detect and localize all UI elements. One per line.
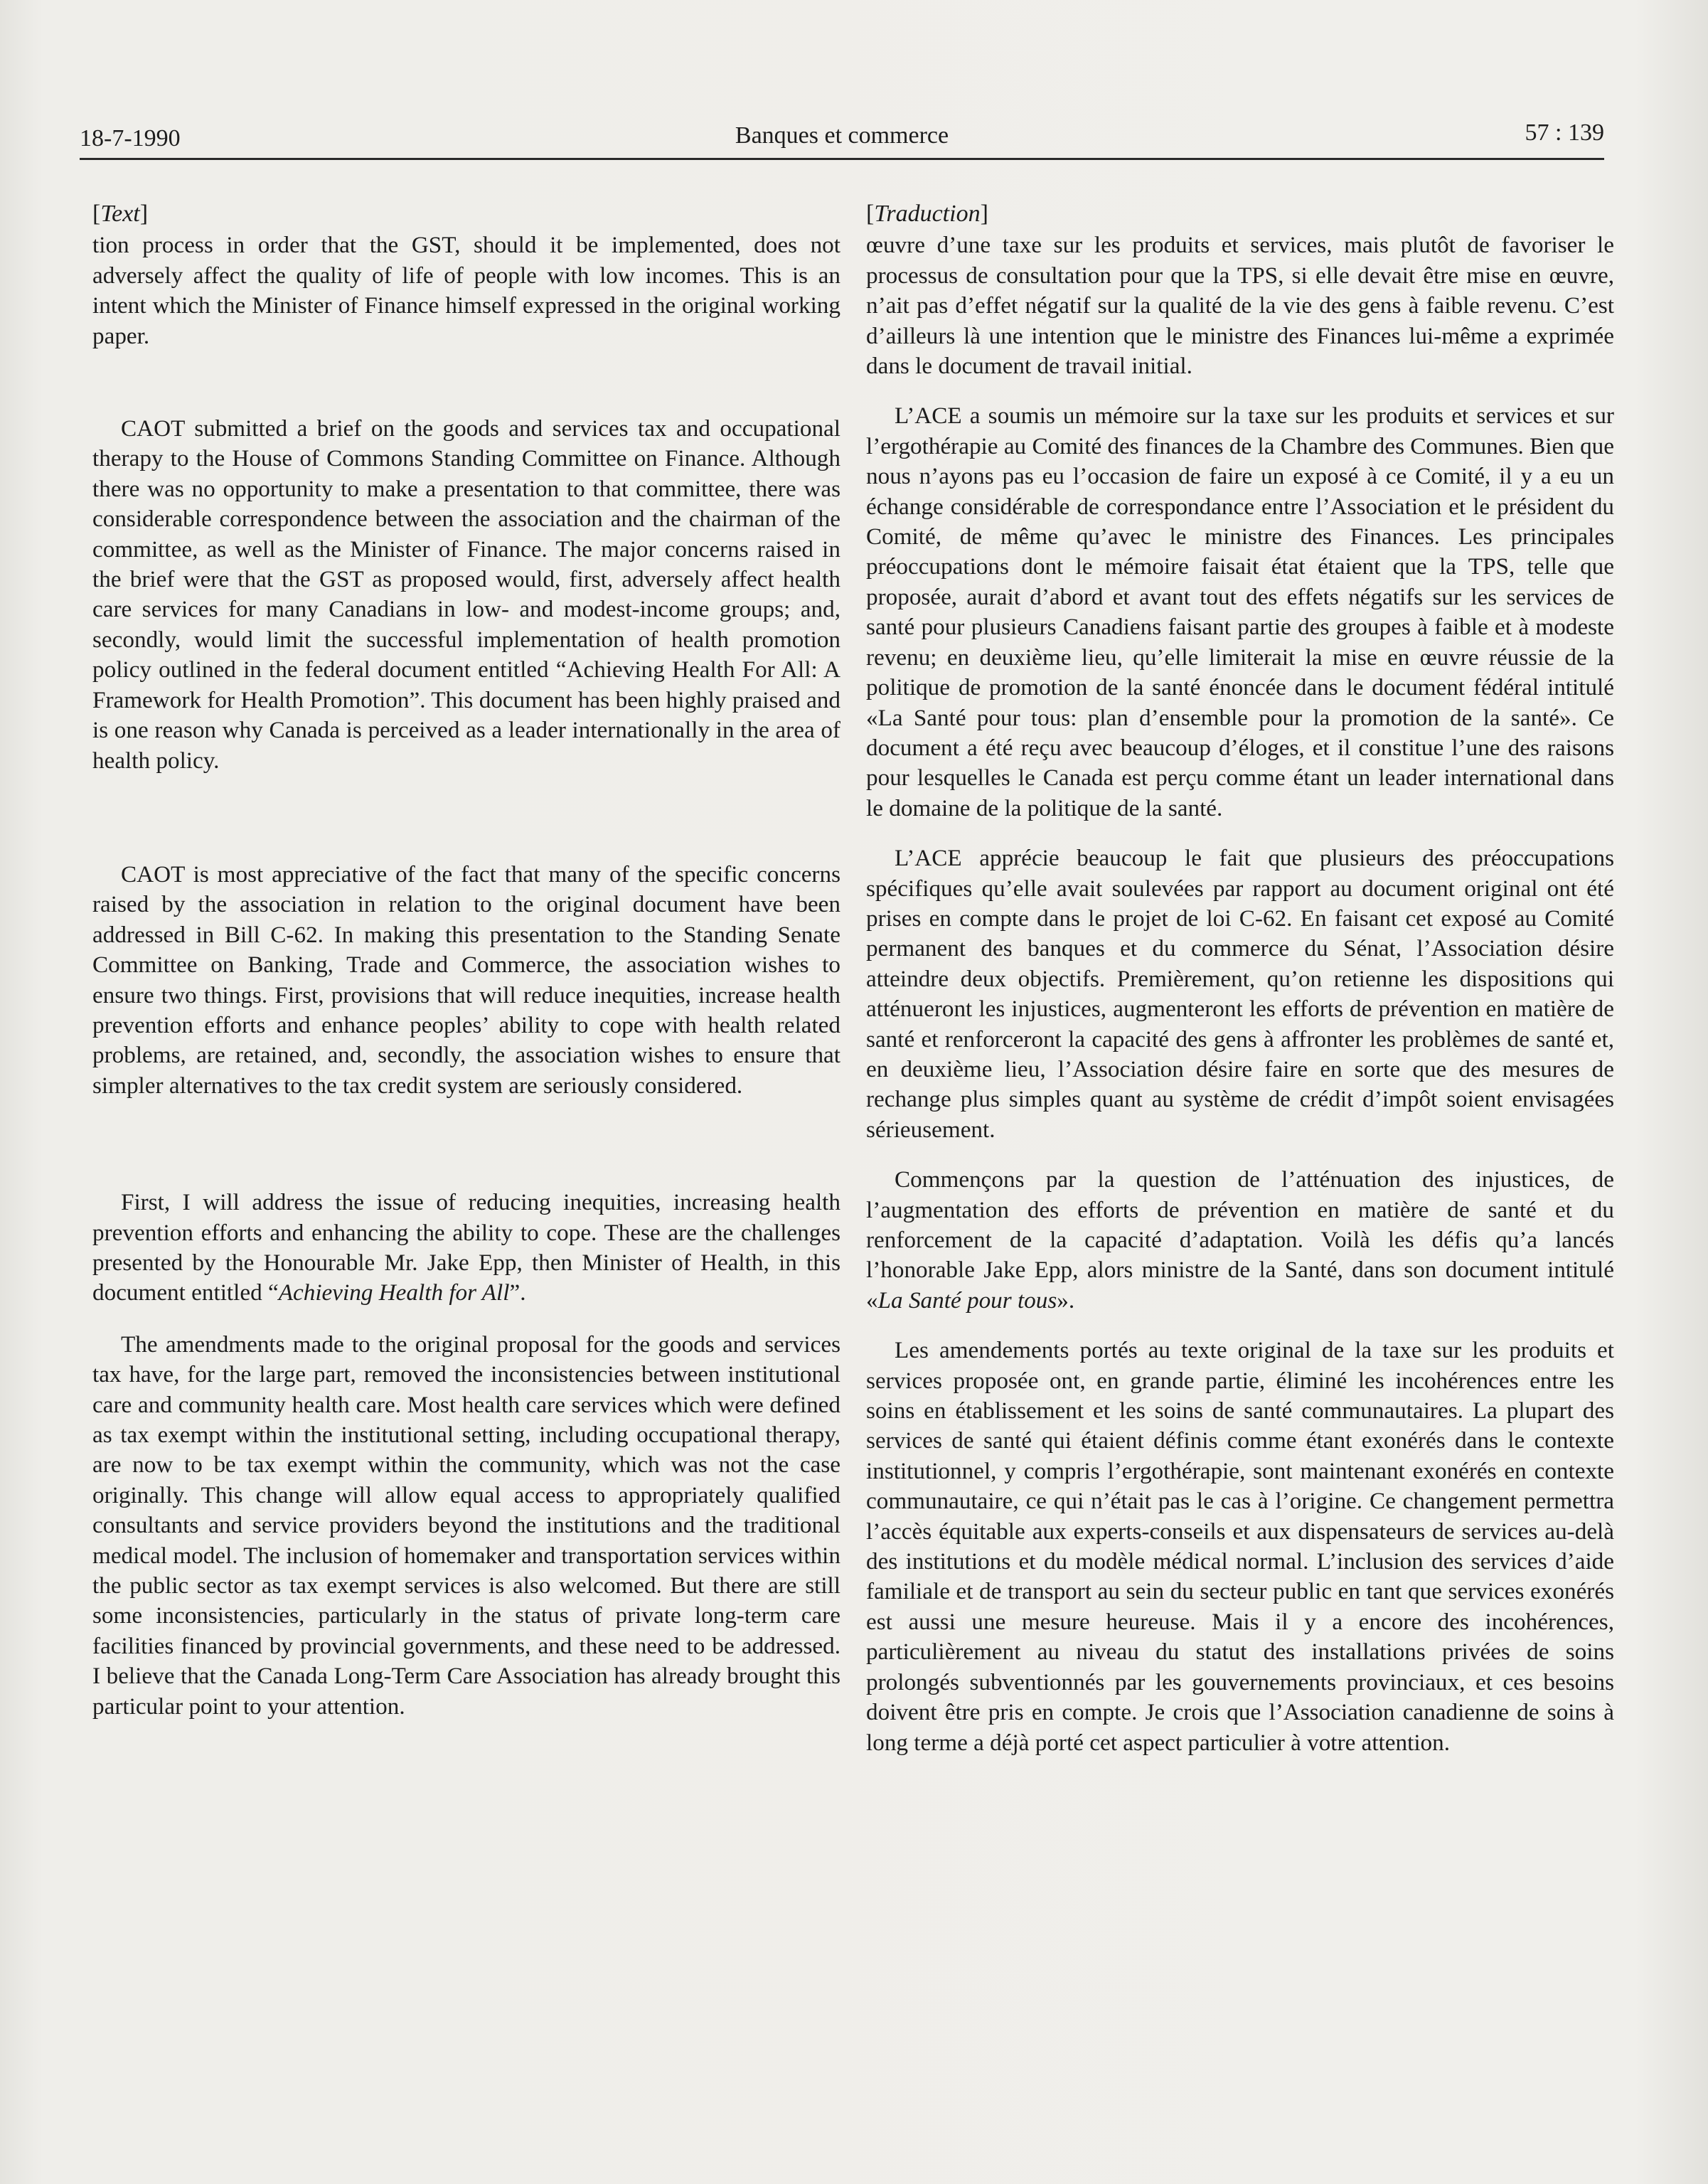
- text-label: [Text]: [92, 201, 149, 227]
- english-paragraph-4: First, I will address the issue of reducing inequities, increasing health prevention efforts and enhancing the ability to cope. These are the challenges presented by the Honourable Mr. Jake Epp, then Minister of Health, in this document entitled “Achieving Health for All”.: [92, 1189, 840, 1306]
- header-page-number: 57 : 139: [1525, 119, 1604, 146]
- document-title-italic-fr: La Santé pour tous: [877, 1287, 1057, 1314]
- document-title-italic: Achieving Health for All: [278, 1279, 510, 1306]
- english-paragraph-3: CAOT is most appreciative of the fact that many of the specific concerns raised by the association in relation to the original document have been addressed in Bill C-62. In making this presentation to the Standing Senate Committee on Banking, Trade and Commerce, the association wishes to ensure two things. First, provisions that will reduce inequities, increase health prevention efforts and enhance peoples’ ability to cope with health related problems, are retained, and, secondly, the association wishes to ensure that simpler alternatives to the tax credit system are seriously considered.: [92, 861, 840, 1099]
- english-paragraph-1: tion process in order that the GST, should it be implemented, does not adversely affect the quality of life of people with low incomes. This is an intent which the Minister of Finance himself expressed in the original working paper.: [92, 232, 840, 349]
- english-column: [92, 199, 840, 1722]
- french-paragraph-1: œuvre d’une taxe sur les produits et services, mais plutôt de favoriser le processus de consultation pour que la TPS, si elle devait être mise en œuvre, n’ait pas d’effet négatif sur la qualité de la vie des gens à faible revenu. C’est d’ailleurs là une intention que le ministre des Finances lui-même a exprimée dans le document de travail initial.: [866, 232, 1614, 380]
- french-paragraph-4: Commençons par la question de l’atténuation des injustices, de l’augmentation des efforts de prévention en matière de santé et du renforcement de la capacité d’adaptation. Voilà les défis qu’a lancés l’honorable Jake Epp, alors ministre de la Santé, dans son document intitulé «La Santé pour tous».: [866, 1166, 1614, 1314]
- header-date: 18-7-1990: [80, 125, 181, 151]
- page-header: [80, 115, 1604, 160]
- french-column: [866, 199, 1614, 1758]
- header-title: Banques et commerce: [735, 122, 949, 149]
- french-paragraph-2: L’ACE a soumis un mémoire sur la taxe sur les produits et services et sur l’ergothérapie au Comité des finances de la Chambre des Communes. Bien que nous n’ayons pas eu l’occasion de faire un exposé à ce Comité, il y a eu un échange considérable de correspondance entre l’Association et le président du Comité, de même qu’avec le ministre des Finances. Les principales préoccupations dont le mémoire faisait état étaient que la TPS, telle que proposée, aurait d’abord et avant tout des effets négatifs sur les services de santé pour plusieurs Canadiens faisant partie des groupes à faible et à modeste revenu; en deuxième lieu, qu’elle limiterait la mise en œuvre réussie de la politique de promotion de la santé énoncée dans le document fédéral intitulé «La Santé pour tous: plan d’ensemble pour la promotion de la santé». Ce document a été reçu avec beaucoup d’éloges, et il constitue l’une des raisons pour lesquelles le Canada est perçu comme étant un leader international dans le domaine de la politique de la santé.: [866, 403, 1614, 821]
- french-paragraph-5: Les amendements portés au texte original de la taxe sur les produits et services proposée ont, en grande partie, éliminé les incohérences entre les soins en établissement et les soins de santé communautaires. La plupart des services de santé qui étaient définis comme étant exonérés dans le contexte institutionnel, y compris l’ergothérapie, sont maintenant exonérés en contexte communautaire, ce qui n’était pas le cas à l’origine. Ce changement permettra l’accès équitable aux experts-conseils et aux dispensateurs de services au-delà des institutions et du modèle médical normal. L’inclusion des services d’aide familiale et de transport au sein du secteur public en tant que services exonérés est aussi une mesure heureuse. Mais il y a encore des incohérences, particulièrement au niveau du statut des installations privées de soins prolongés subventionnés par les gouvernements provinciaux, et ces besoins doivent être pris en compte. Je crois que l’Association canadienne de soins à long terme a déjà porté cet aspect particulier à votre attention.: [866, 1337, 1614, 1756]
- english-paragraph-5: The amendments made to the original proposal for the goods and services tax have, for the large part, removed the inconsistencies between institutional care and community health care. Most health care services which were defined as tax exempt within the institutional setting, including occupational therapy, are now to be tax exempt within the community, which was not the case originally. This change will allow equal access to appropriately qualified consultants and service providers beyond the institutions and the traditional medical model. The inclusion of homemaker and transportation services within the public sector as tax exempt services is also welcomed. But there are still some inconsistencies, particularly in the status of private long-term care facilities financed by provincial governments, and these need to be addressed. I believe that the Canada Long-Term Care Association has already brought this particular point to your attention.: [92, 1331, 840, 1720]
- traduction-label: [Traduction]: [866, 201, 988, 227]
- french-paragraph-3: L’ACE apprécie beaucoup le fait que plusieurs des préoccupations spécifiques qu’elle avait soulevées par rapport au document original ont été prises en compte dans le projet de loi C-62. En faisant cet exposé au Comité permanent des banques et du commerce du Sénat, l’Association désire atteindre deux objectifs. Premièrement, qu’on retienne les dispositions qui atténueront les injustices, augmenteront les efforts de prévention en matière de santé et renforceront la capacité des gens à affronter les problèmes de santé et, en deuxième lieu, l’Association désire faire en sorte que des mesures de rechange plus simples quant au système de crédit d’impôt soient envisagées sérieusement.: [866, 845, 1614, 1143]
- english-paragraph-2: CAOT submitted a brief on the goods and services tax and occupational therapy to the House of Commons Standing Committee on Finance. Although there was no opportunity to make a presentation to that committee, there was considerable correspondence between the association and the chairman of the committee, as well as the Minister of Finance. The major concerns raised in the brief were that the GST as proposed would, first, adversely affect health care services for many Canadians in low- and modest-income groups; and, secondly, would limit the successful implementation of health promotion policy outlined in the federal document entitled “Achieving Health For All: A Framework for Health Promotion”. This document has been highly praised and is one reason why Canada is perceived as a leader internationally in the area of health policy.: [92, 415, 840, 774]
